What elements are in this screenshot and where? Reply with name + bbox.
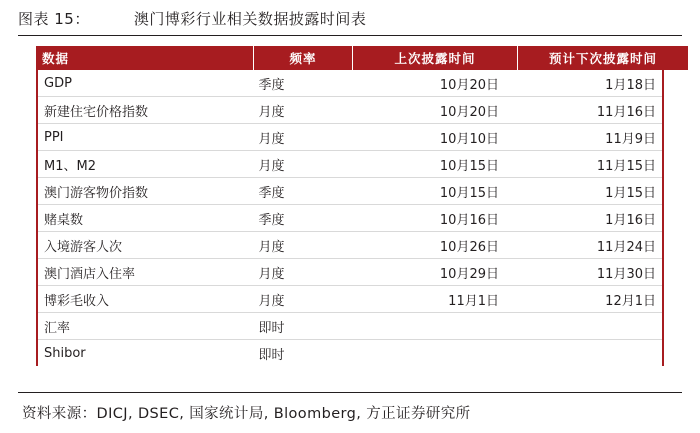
cell-frequency: 季度 <box>193 178 350 205</box>
footer-divider <box>18 392 682 393</box>
table-row <box>36 205 664 232</box>
column-header-last-release: 上次披露时间 <box>353 46 518 70</box>
data-table-body <box>36 70 664 366</box>
cell-frequency: 月度 <box>193 124 350 151</box>
cell-next-release: 11月9日 <box>507 124 664 151</box>
cell-frequency: 即时 <box>193 313 350 340</box>
cell-frequency: 月度 <box>193 97 350 124</box>
cell-name: PPI <box>36 124 193 151</box>
column-header-next-release: 预计下次披露时间 <box>518 46 689 70</box>
cell-name: GDP <box>36 70 193 97</box>
table-row <box>36 232 664 259</box>
cell-frequency: 季度 <box>193 205 350 232</box>
data-table <box>36 46 688 70</box>
cell-next-release: 11月15日 <box>507 151 664 178</box>
table-header <box>36 46 688 70</box>
table-row <box>36 97 664 124</box>
page-title: 澳门博彩行业相关数据披露时间表 <box>133 10 367 28</box>
figure-label: 图表 15： <box>18 10 90 28</box>
cell-name: 澳门游客物价指数 <box>36 178 193 205</box>
cell-last-release: 11月1日 <box>350 286 507 313</box>
cell-name: 新建住宅价格指数 <box>36 97 193 124</box>
cell-last-release: 10月26日 <box>350 232 507 259</box>
cell-frequency: 月度 <box>193 232 350 259</box>
cell-next-release: 11月24日 <box>507 232 664 259</box>
cell-name: 赌桌数 <box>36 205 193 232</box>
cell-name: 澳门酒店入住率 <box>36 259 193 286</box>
cell-next-release: 11月30日 <box>507 259 664 286</box>
table-row <box>36 259 664 286</box>
cell-next-release <box>507 313 664 340</box>
cell-frequency: 季度 <box>193 70 350 97</box>
table-row <box>36 178 664 205</box>
cell-last-release: 10月20日 <box>350 70 507 97</box>
cell-name: 入境游客人次 <box>36 232 193 259</box>
table-body-frame <box>36 70 664 366</box>
cell-name: M1、M2 <box>36 151 193 178</box>
column-header-frequency: 频率 <box>254 46 353 70</box>
cell-last-release <box>350 313 507 340</box>
cell-last-release: 10月20日 <box>350 97 507 124</box>
table-row <box>36 124 664 151</box>
cell-next-release: 1月15日 <box>507 178 664 205</box>
cell-frequency: 月度 <box>193 151 350 178</box>
cell-last-release: 10月10日 <box>350 124 507 151</box>
cell-last-release: 10月16日 <box>350 205 507 232</box>
cell-frequency: 月度 <box>193 259 350 286</box>
table-row <box>36 340 664 367</box>
figure-title-row <box>14 0 686 29</box>
table-row <box>36 70 664 97</box>
cell-name: 汇率 <box>36 313 193 340</box>
cell-last-release: 10月15日 <box>350 178 507 205</box>
source-note: 资料来源：DICJ, DSEC, 国家统计局, Bloomberg, 方正证券研究所 <box>22 406 471 422</box>
cell-name: Shibor <box>44 345 86 361</box>
table-row <box>36 151 664 178</box>
table-header-row <box>36 46 688 70</box>
table-container <box>14 36 686 366</box>
cell-next-release <box>507 340 664 367</box>
cell-next-release: 11月16日 <box>507 97 664 124</box>
cell-next-release: 12月1日 <box>507 286 664 313</box>
table-row <box>36 313 664 340</box>
table-row <box>36 286 664 313</box>
cell-last-release: 10月29日 <box>350 259 507 286</box>
cell-last-release: 10月15日 <box>350 151 507 178</box>
cell-name: 博彩毛收入 <box>36 286 193 313</box>
cell-next-release: 1月16日 <box>507 205 664 232</box>
column-header-name: 数据 <box>36 46 254 70</box>
cell-last-release <box>350 340 507 367</box>
cell-frequency: 月度 <box>193 286 350 313</box>
cell-frequency: 即时 <box>258 347 285 363</box>
table-body <box>36 70 664 366</box>
cell-next-release: 1月18日 <box>507 70 664 97</box>
